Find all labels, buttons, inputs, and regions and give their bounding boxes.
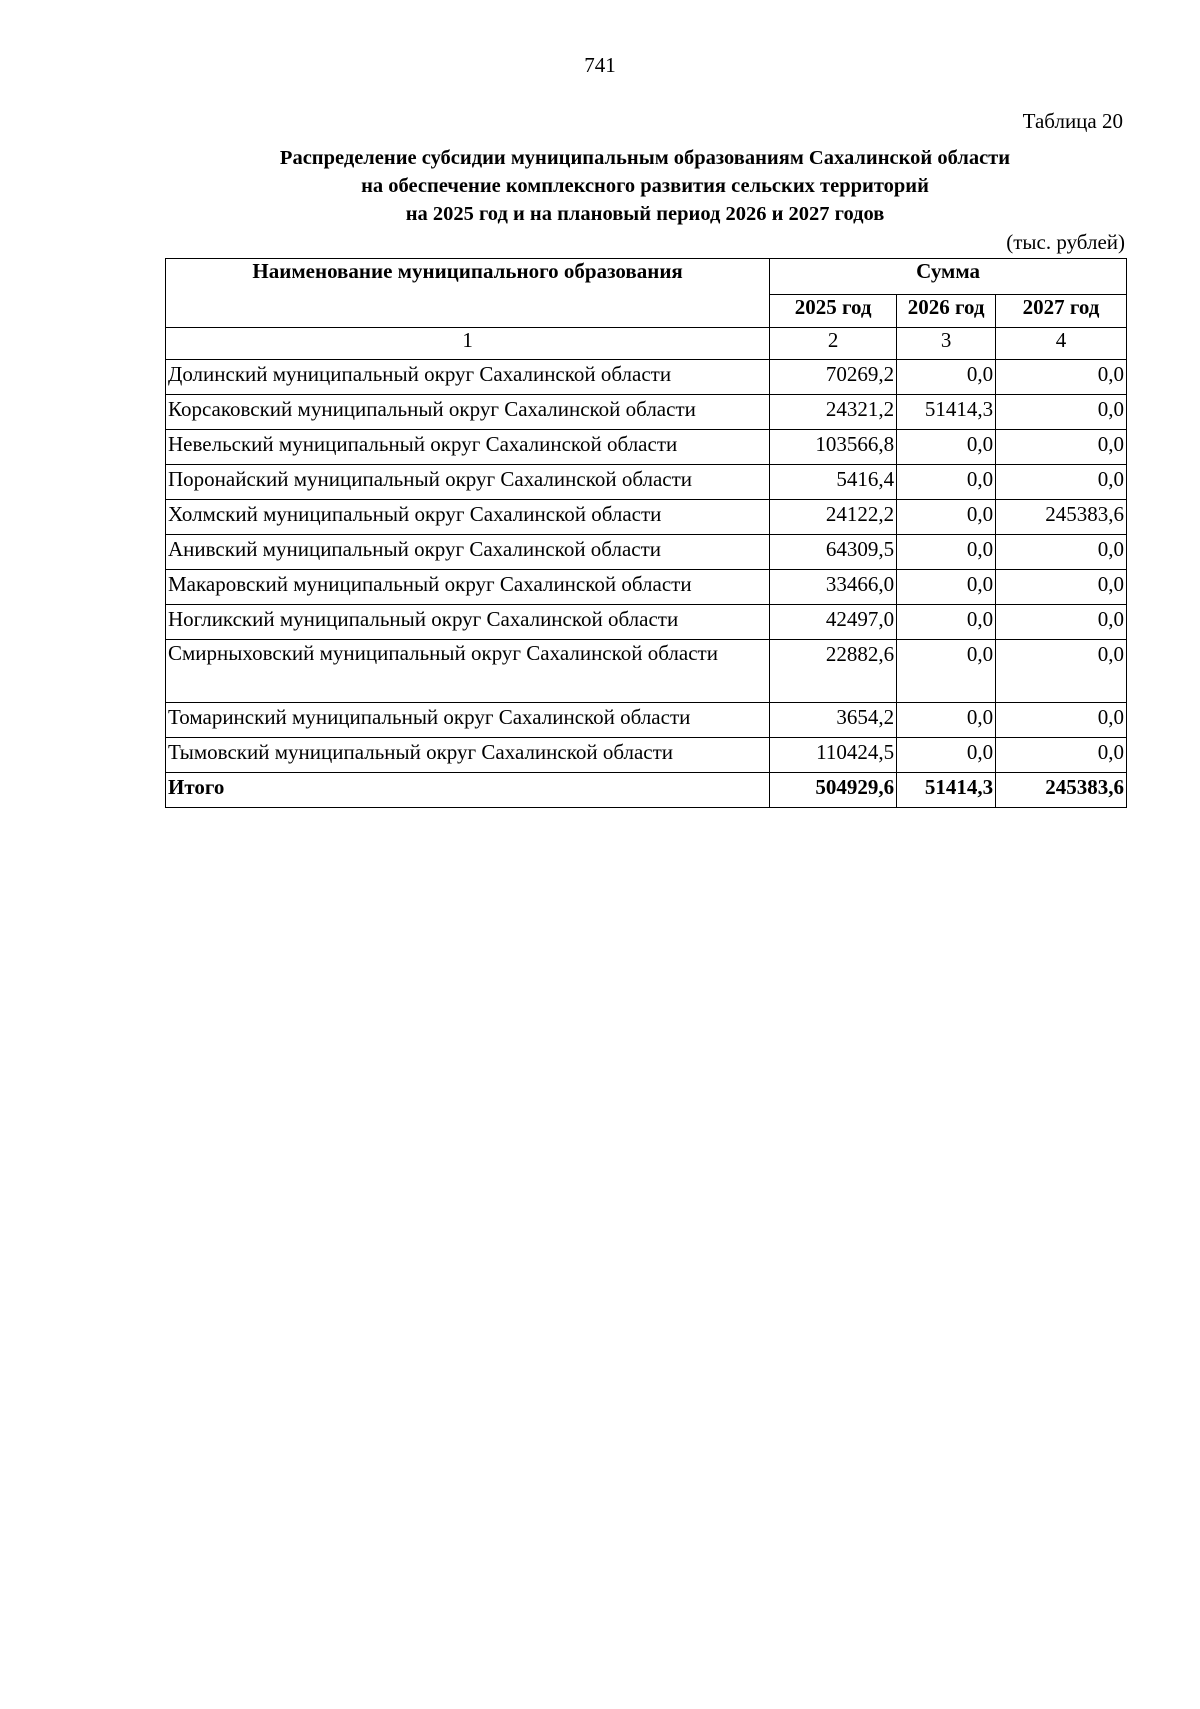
row-name: Томаринский муниципальный округ Сахалинской области bbox=[166, 703, 770, 738]
row-value-2027: 0,0 bbox=[996, 738, 1127, 773]
row-value-2027: 0,0 bbox=[996, 703, 1127, 738]
row-value-2025: 64309,5 bbox=[770, 535, 897, 570]
row-value-2026: 51414,3 bbox=[897, 395, 996, 430]
row-value-2027: 0,0 bbox=[996, 535, 1127, 570]
row-name: Тымовский муниципальный округ Сахалинской области bbox=[166, 738, 770, 773]
row-name: Ногликский муниципальный округ Сахалинской области bbox=[166, 605, 770, 640]
page-number: 741 bbox=[584, 53, 616, 77]
total-value-2025: 504929,6 bbox=[770, 773, 897, 808]
header-year-2025: 2025 год bbox=[770, 295, 897, 328]
subsidy-table bbox=[165, 258, 1127, 808]
table-row bbox=[166, 360, 1127, 395]
row-value-2025: 110424,5 bbox=[770, 738, 897, 773]
title-line: на обеспечение комплексного развития сельских территорий bbox=[361, 175, 929, 197]
row-value-2025: 33466,0 bbox=[770, 570, 897, 605]
row-name: Поронайский муниципальный округ Сахалинской области bbox=[166, 465, 770, 500]
row-name: Корсаковский муниципальный округ Сахалинской области bbox=[166, 395, 770, 430]
row-name: Макаровский муниципальный округ Сахалинской области bbox=[166, 570, 770, 605]
row-value-2025: 5416,4 bbox=[770, 465, 897, 500]
total-label: Итого bbox=[166, 773, 770, 808]
total-value-2027: 245383,6 bbox=[996, 773, 1127, 808]
table-row bbox=[166, 500, 1127, 535]
header-year-2026: 2026 год bbox=[897, 295, 996, 328]
row-value-2026: 0,0 bbox=[897, 430, 996, 465]
row-name: Смирныховский муниципальный округ Сахалинской области bbox=[166, 640, 770, 703]
row-value-2026: 0,0 bbox=[897, 360, 996, 395]
row-value-2025: 42497,0 bbox=[770, 605, 897, 640]
table-row bbox=[166, 605, 1127, 640]
table-row bbox=[166, 703, 1127, 738]
row-value-2027: 0,0 bbox=[996, 360, 1127, 395]
column-number: 4 bbox=[996, 328, 1127, 360]
column-number: 3 bbox=[897, 328, 996, 360]
document-title bbox=[165, 144, 1125, 228]
row-value-2026: 0,0 bbox=[897, 500, 996, 535]
row-value-2026: 0,0 bbox=[897, 535, 996, 570]
table-row bbox=[166, 738, 1127, 773]
title-line: на 2025 год и на плановый период 2026 и 2027 годов bbox=[405, 203, 885, 225]
total-value-2026: 51414,3 bbox=[897, 773, 996, 808]
row-name: Долинский муниципальный округ Сахалинской области bbox=[166, 360, 770, 395]
table-row bbox=[166, 640, 1127, 703]
row-value-2027: 0,0 bbox=[996, 465, 1127, 500]
column-number: 2 bbox=[770, 328, 897, 360]
row-value-2025: 70269,2 bbox=[770, 360, 897, 395]
table-label: Таблица 20 bbox=[1022, 109, 1123, 133]
row-value-2026: 0,0 bbox=[897, 738, 996, 773]
row-value-2026: 0,0 bbox=[897, 570, 996, 605]
row-value-2025: 3654,2 bbox=[770, 703, 897, 738]
row-value-2026: 0,0 bbox=[897, 465, 996, 500]
row-value-2026: 0,0 bbox=[897, 605, 996, 640]
row-value-2027: 245383,6 bbox=[996, 500, 1127, 535]
row-name: Холмский муниципальный округ Сахалинской области bbox=[166, 500, 770, 535]
row-name: Невельский муниципальный округ Сахалинской области bbox=[166, 430, 770, 465]
header-sum: Сумма bbox=[770, 259, 1127, 295]
row-value-2027: 0,0 bbox=[996, 605, 1127, 640]
row-value-2027: 0,0 bbox=[996, 640, 1127, 703]
row-value-2025: 22882,6 bbox=[770, 640, 897, 703]
table-row bbox=[166, 570, 1127, 605]
column-number: 1 bbox=[166, 328, 770, 360]
row-value-2026: 0,0 bbox=[897, 703, 996, 738]
row-value-2025: 24321,2 bbox=[770, 395, 897, 430]
row-value-2027: 0,0 bbox=[996, 395, 1127, 430]
table-row bbox=[166, 395, 1127, 430]
units-note: (тыс. рублей) bbox=[1006, 230, 1125, 254]
row-value-2025: 103566,8 bbox=[770, 430, 897, 465]
header-name: Наименование муниципального образования bbox=[166, 259, 770, 328]
row-value-2027: 0,0 bbox=[996, 430, 1127, 465]
row-value-2025: 24122,2 bbox=[770, 500, 897, 535]
header-year-2027: 2027 год bbox=[996, 295, 1127, 328]
table-row bbox=[166, 465, 1127, 500]
title-line: Распределение субсидии муниципальным образованиям Сахалинской области bbox=[279, 147, 1011, 169]
row-value-2026: 0,0 bbox=[897, 640, 996, 703]
table-row bbox=[166, 535, 1127, 570]
total-row bbox=[166, 773, 1127, 808]
row-name: Анивский муниципальный округ Сахалинской области bbox=[166, 535, 770, 570]
table-row bbox=[166, 430, 1127, 465]
row-value-2027: 0,0 bbox=[996, 570, 1127, 605]
